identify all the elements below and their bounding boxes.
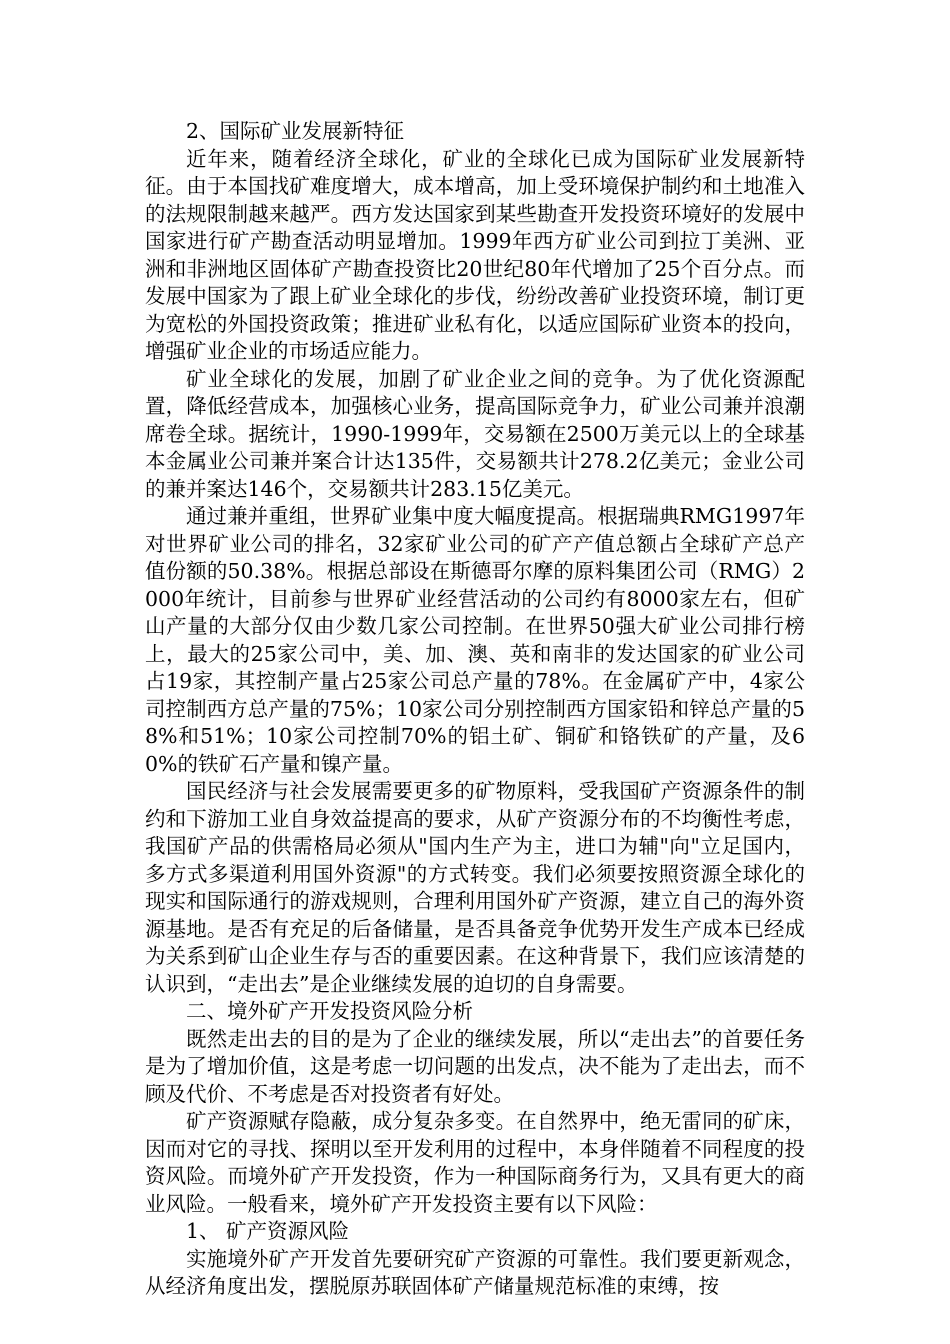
paragraph-risks: 矿产资源赋存隐蔽，成分复杂多变。在自然界中，绝无雷同的矿床，因而对它的寻找、探明以至开发利用的过程中，本身伴随着不同程度的投资风险。而境外矿产开发投资，作为一种国际商务行为，又具有更大的商业风险。一般看来，境外矿产开发投资主要有以下风险： — [145, 1109, 805, 1216]
paragraph-globalization: 近年来，随着经济全球化，矿业的全球化已成为国际矿业发展新特征。由于本国找矿难度增大，成本增高，加上受环境保护制约和土地准入的法规限制越来越严。西方发达国家到某些勘查开发投资环境好的发展中国家进行矿产勘查活动明显增加。1999年西方矿业公司到拉丁美洲、亚洲和非洲地区固体矿产勘查投资比20世纪80年代增加了25个百分点。而发展中国家为了跟上矿业全球化的步伐，纷纷改善矿业投资环境，制订更为宽松的外国投资政策；推进矿业私有化，以适应国际矿业资本的投向，增强矿业企业的市场适应能力。 — [145, 146, 805, 363]
paragraph-competition: 矿业全球化的发展，加剧了矿业企业之间的竞争。为了优化资源配置，降低经营成本，加强核心业务，提高国际竞争力，矿业公司兼并浪潮席卷全球。据统计，1990-1999年，交易额在2500万美元以上的全球基本金属业公司兼并案合计达135件，交易额共计278.2亿美元；金业公司的兼并案达146个，交易额共计283.15亿美元。 — [145, 366, 805, 501]
paragraph-purpose: 既然走出去的目的是为了企业的继续发展，所以“走出去”的首要任务是为了增加价值，这是考虑一切问题的出发点，决不能为了走出去，而不顾及代价、不考虑是否对投资者有好处。 — [145, 1026, 805, 1106]
subsection-heading-resource-risk: 1、 矿产资源风险 — [186, 1219, 350, 1243]
paragraph-resource-reliability: 实施境外矿产开发首先要研究矿产资源的可靠性。我们要更新观念，从经济角度出发，摆脱原苏联固体矿产储量规范标准的束缚，按 — [145, 1246, 805, 1298]
paragraph-going-out: 国民经济与社会发展需要更多的矿物原料，受我国矿产资源条件的制约和下游加工业自身效益提高的要求，从矿产资源分布的不均衡性考虑，我国矿产品的供需格局必须从"国内生产为主，进口为辅"向"立足国内，多方式多渠道利用国外资源"的方式转变。我们必须要按照资源全球化的现实和国际通行的游戏规则，合理利用国外矿产资源，建立自己的海外资源基地。是否有充足的后备储量，是否具备竞争优势开发生产成本已经成为关系到矿山企业生存与否的重要因素。在这种背景下，我们应该清楚的认识到，“走出去”是企业继续发展的迫切的自身需要。 — [145, 779, 805, 996]
section-heading-risk-analysis: 二、境外矿产开发投资风险分析 — [186, 999, 473, 1023]
section-heading-new-features: 2、国际矿业发展新特征 — [186, 119, 405, 143]
paragraph-concentration: 通过兼并重组，世界矿业集中度大幅度提高。根据瑞典RMG1997年对世界矿业公司的排名，32家矿业公司的矿产产值总额占全球矿产总产值份额的50.38%。根据总部设在斯德哥尔摩的原料集团公司（RMG）2000年统计，目前参与世界矿业经营活动的公司约有8000家左右，但矿山产量的大部分仅由少数几家公司控制。在世界50强大矿业公司排行榜上，最大的25家公司中，美、加、澳、英和南非的发达国家的矿业公司占19家，其控制产量占25家公司总产量的78%。在金属矿产中，4家公司控制西方总产量的75%；10家公司分别控制西方国家铅和锌总产量的58%和51%；10家公司控制70%的铝土矿、铜矿和铬铁矿的产量，及60%的铁矿石产量和镍产量。 — [145, 504, 805, 776]
document-page — [145, 118, 805, 1301]
